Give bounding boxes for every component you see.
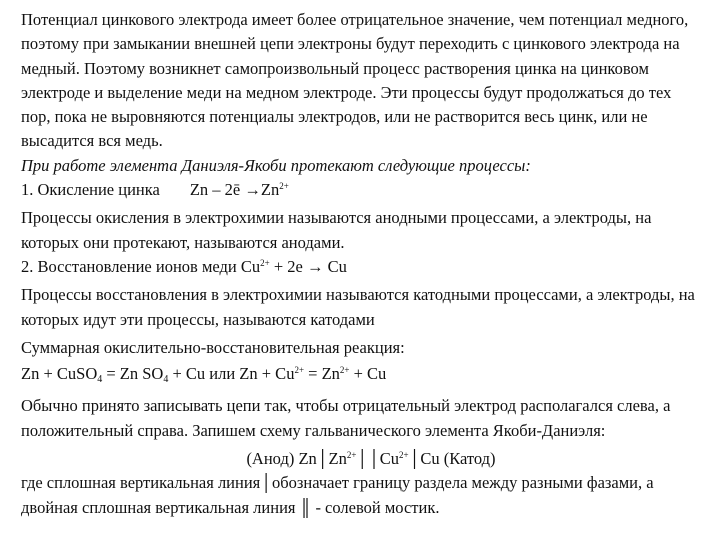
reaction-part-5: + Cu bbox=[349, 364, 387, 384]
reaction-sub-1: 4 bbox=[97, 374, 103, 386]
reduction-label: 2. Восстановление ионов меди Cu bbox=[21, 256, 261, 276]
intro-paragraph: Потенциал цинкового электрода имеет более отрицательное значение, чем потенциал медного, поэтому при замыкании внешней цепи электроны будут переходить с цинкового электрода на медный. Поэтому возникнет самопроизвольный процесс растворения цинка на цинковом электроде и выделение меди на медном электроде. Эти процессы будут продолжаться до тех пор, пока не выровняются потенциалы электродов, или не растворится весь цинк, или не высадится вся медь. bbox=[21, 10, 689, 151]
processes-heading: При работе элемента Даниэля-Якоби протекают следующие процессы: bbox=[21, 155, 531, 175]
reaction-sup-4: 2+ bbox=[339, 365, 350, 376]
scheme-part-1: (Анод) Zn│Zn bbox=[246, 449, 347, 469]
summary-reaction bbox=[21, 362, 701, 386]
scheme-sup-2: 2+ bbox=[399, 450, 409, 461]
oxidation-equation-charge: 2+ bbox=[279, 181, 289, 192]
reduction-step bbox=[21, 255, 701, 279]
cell-scheme bbox=[21, 447, 701, 471]
oxidation-label: 1. Окисление цинка bbox=[21, 180, 160, 200]
summary-title: Суммарная окислительно-восстановительная реакция: bbox=[21, 337, 405, 357]
reduction-label-charge: 2+ bbox=[260, 257, 270, 268]
footer-paragraph: где сплошная вертикальная линия│обозначает границу раздела между разными фазами, а двойная сплошная вертикальная линия ║ - солевой мостик. bbox=[21, 473, 654, 517]
scheme-part-3: │Cu (Катод) bbox=[408, 449, 496, 469]
reaction-part-2: = Zn SO bbox=[102, 364, 164, 384]
scheme-sup-1: 2+ bbox=[346, 450, 357, 461]
reaction-sub-2: 4 bbox=[163, 374, 169, 386]
oxidation-step bbox=[21, 178, 701, 202]
reaction-part-4: = Zn bbox=[304, 364, 340, 384]
reduction-equation-tail: + 2е → Cu bbox=[269, 256, 347, 276]
oxidation-paragraph: Процессы окисления в электрохимии называются анодными процессами, а электроды, на которых они протекают, называются анодами. bbox=[21, 208, 652, 252]
reaction-part-1: Zn + CuSO bbox=[21, 364, 98, 384]
reaction-sup-3: 2+ bbox=[294, 365, 305, 376]
reduction-paragraph: Процессы восстановления в электрохимии называются катодными процессами, а электроды, на которых идут эти процессы, называются катодами bbox=[21, 285, 695, 329]
reaction-part-3: + Cu или Zn + Cu bbox=[168, 364, 295, 384]
document-page bbox=[21, 8, 701, 520]
scheme-intro-paragraph: Обычно принято записывать цепи так, чтобы отрицательный электрод располагался слева, а положительный справа. Запишем схему гальванического элемента Якоби-Даниэля: bbox=[21, 396, 671, 440]
scheme-part-2: ││Cu bbox=[356, 449, 400, 469]
oxidation-equation: Zn – 2ē →Zn bbox=[189, 180, 280, 200]
